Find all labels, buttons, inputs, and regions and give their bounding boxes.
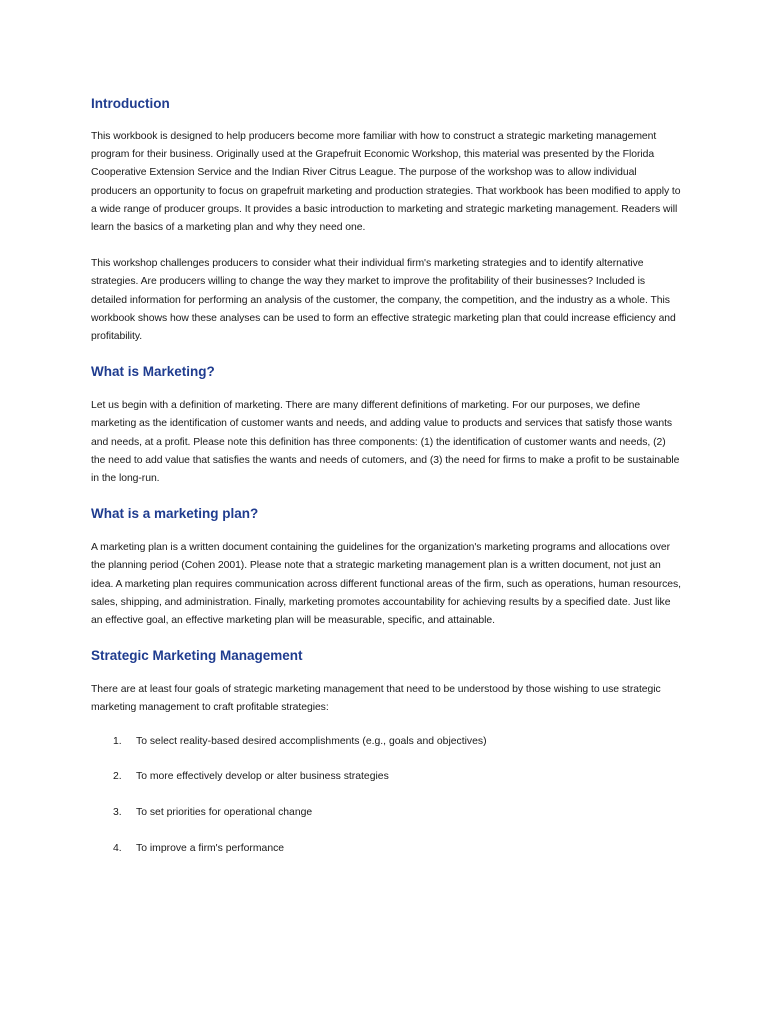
goal-text: To set priorities for operational change	[136, 807, 313, 819]
heading-strategic-marketing-management: Strategic Marketing Management	[91, 648, 303, 664]
goal-list-item	[91, 804, 681, 822]
goal-number: 1.	[113, 735, 122, 747]
goal-list-item	[91, 733, 681, 751]
paragraph-what-is-marketing: Let us begin with a definition of marketing. There are many different definitions of marketing. For our purposes, we define marketing as the identification of customer wants and needs, and adding value to products and services that satisfy those wants and needs, at a profit. Please note this definition has three components: (1) the identification of customer wants and needs, (2) the need to add value that satisfies the wants and needs of cutomers, and (3) the need for firms to make a profit to be sustainable in the long-run.	[91, 400, 680, 485]
goal-number: 2.	[113, 771, 122, 783]
goal-list-item	[91, 840, 681, 858]
goal-text: To select reality-based desired accomplishments (e.g., goals and objectives)	[136, 735, 487, 747]
goals-list	[91, 733, 681, 859]
goal-text: To more effectively develop or alter business strategies	[136, 771, 389, 783]
heading-introduction: Introduction	[91, 96, 170, 111]
paragraph-introduction-1: This workbook is designed to help producers become more familiar with how to construct a strategic marketing management program for their business. Originally used at the Grapefruit Economic Workshop, this material was presented by the Florida Cooperative Extension Service and the Indian River Citrus League. The purpose of the workshop was to allow individual producers an opportunity to focus on grapefruit marketing and production strategies. That workbook has been modified to apply to a wide range of producer groups. It provides a basic introduction to marketing and strategic marketing management. Readers will learn the basics of a marketing plan and why they need one.	[91, 131, 681, 234]
paragraph-introduction-2: This workshop challenges producers to consider what their individual firm's marketing strategies and to identify alternative strategies. Are producers willing to change the way they market to improve the profitability of their businesses? Included is detailed information for performing an analysis of the customer, the company, the competition, and the industry as a whole. This workbook shows how these analyses can be used to form an effective strategic marketing plan that could increase efficiency and profitability.	[91, 258, 676, 343]
heading-what-is-a-marketing-plan: What is a marketing plan?	[91, 506, 259, 522]
heading-what-is-marketing: What is Marketing?	[91, 364, 215, 380]
goal-number: 3.	[113, 807, 122, 819]
goal-number: 4.	[113, 843, 122, 855]
goal-list-item	[91, 768, 681, 786]
paragraph-marketing-plan: A marketing plan is a written document containing the guidelines for the organization's marketing programs and allocations over the planning period (Cohen 2001). Please note that a strategic marketing management plan is a written document, not just an idea. A marketing plan requires communication across different functional areas of the firm, such as operations, human resources, sales, shipping, and administration. Finally, marketing promotes accountability for achieving results by a specified date. Just like an effective goal, an effective marketing plan will be measurable, specific, and attainable.	[91, 542, 681, 627]
goal-text: To improve a firm's performance	[136, 843, 285, 855]
paragraph-strategic-marketing-management: There are at least four goals of strategic marketing management that need to be understood by those wishing to use strategic marketing management to craft profitable strategies:	[91, 684, 661, 714]
document-body	[91, 93, 681, 876]
